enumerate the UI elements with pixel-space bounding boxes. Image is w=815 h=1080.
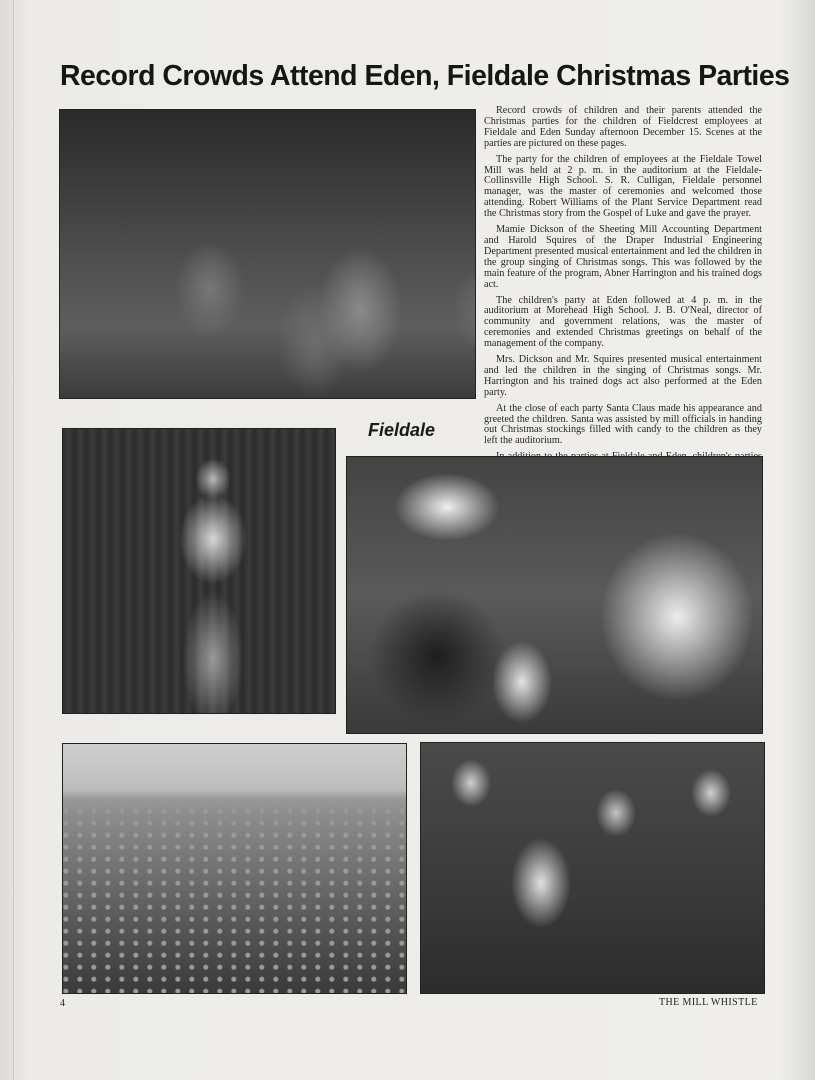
article-paragraph: The children's party at Eden followed at 4 p. m. in the auditorium at Morehead High School. J. B. O'Neal, director of community and government relations, was the master of ceremonies and extended Christmas greetings on behalf of the management of the company. <box>484 294 762 350</box>
photo-stocking-handout <box>420 742 765 994</box>
article-paragraph: Record crowds of children and their parents attended the Christmas parties for the children of Fieldcrest employees at Fieldale and Eden Sunday afternoon December 15. Scenes at the parties are pictured on these pages. <box>484 105 762 149</box>
article-paragraph: Mrs. Dickson and Mr. Squires presented musical entertainment and led the children in the singing of Christmas songs. Mr. Harrington and his trained dogs act also performed at the Eden party. <box>484 354 762 398</box>
page-fold-line <box>13 0 14 1080</box>
photo-dog-act <box>62 428 336 714</box>
photo-santa-with-child <box>346 456 763 734</box>
page-headline: Record Crowds Attend Eden, Fieldale Christmas Parties <box>60 60 790 92</box>
photo-children-audience <box>59 109 476 399</box>
article-paragraph: At the close of each party Santa Claus made his appearance and greeted the children. Santa was assisted by mill officials in handing out Christmas stockings filled with candy to the children as they left the auditorium. <box>484 402 762 447</box>
article-body <box>484 106 762 490</box>
article-paragraph: Mamie Dickson of the Sheeting Mill Accounting Department and Harold Squires of the Draper Industrial Engineering Department presented musical entertainment and led the children in the group singing of Christmas songs. This was followed by the main feature of the program, Abner Harrington and his trained dogs act. <box>484 224 762 290</box>
photo-section-caption: Fieldale <box>368 420 436 440</box>
photo-crowded-auditorium <box>62 743 407 994</box>
article-paragraph: The party for the children of employees at the Fieldale Towel Mill was held at 2 p. m. in the auditorium at the Fieldale-Collinsville High School. S. R. Culligan, Fieldale personnel manager, was the master of ceremonies and welcomed those attending. Robert Williams of the Plant Service Department read the Christmas story from the Gospel of Luke and gave the prayer. <box>484 153 762 220</box>
page-number: 4 <box>60 998 65 1009</box>
publication-name: THE MILL WHISTLE <box>659 997 758 1008</box>
